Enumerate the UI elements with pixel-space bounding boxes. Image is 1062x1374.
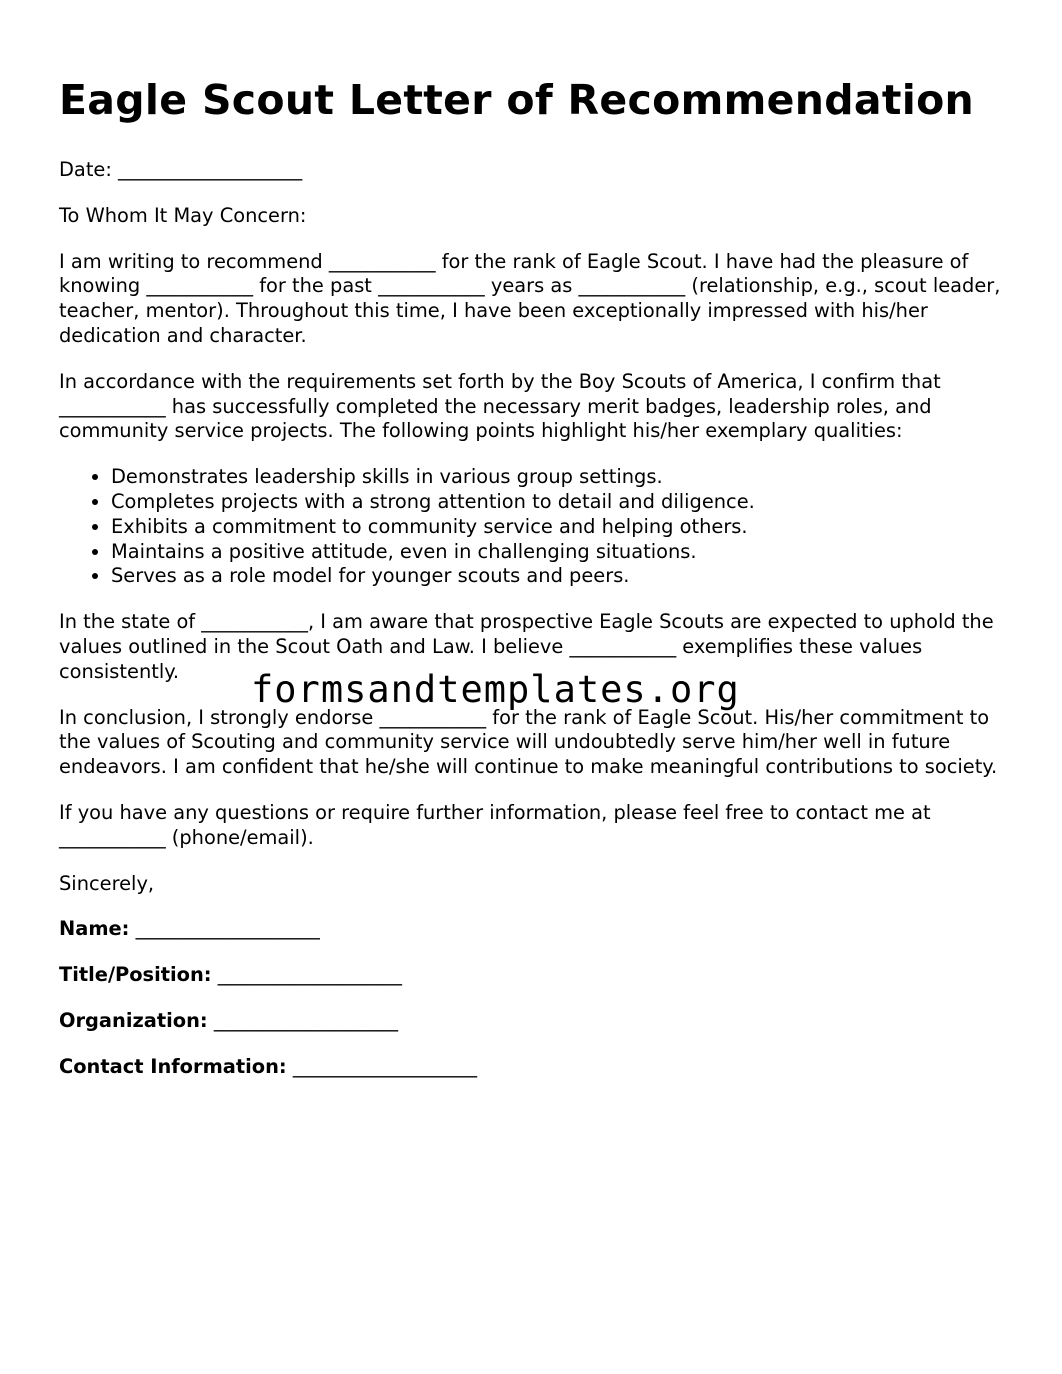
- title-position-blank: ___________________: [217, 963, 402, 987]
- qualities-list: [59, 465, 1019, 589]
- name-field: [59, 917, 1019, 942]
- conclusion-paragraph: In conclusion, I strongly endorse ___________ for the rank of Eagle Scout. His/her commitment to the values of Scouting and community service will undoubtedly serve him/her well in future endeavors. I am confident that he/she will continue to make meaningful contributions to society.: [59, 705, 998, 779]
- list-item: • Completes projects with a strong attention to detail and diligence.: [111, 490, 1019, 515]
- contact-paragraph: If you have any questions or require further information, please feel free to contact me at ___________ (phone/email).: [59, 800, 931, 849]
- name-label: Name:: [59, 917, 130, 941]
- title-position-field: [59, 963, 1019, 988]
- salutation: To Whom It May Concern:: [59, 203, 307, 227]
- list-item: • Serves as a role model for younger scouts and peers.: [111, 564, 1019, 589]
- closing: Sincerely,: [59, 871, 155, 895]
- list-item: • Exhibits a commitment to community service and helping others.: [111, 515, 1019, 540]
- list-item: • Maintains a positive attitude, even in challenging situations.: [111, 540, 1019, 565]
- state-paragraph: In the state of ___________, I am aware that prospective Eagle Scouts are expected to uphold the values outlined in the Scout Oath and Law. I believe ___________ exemplifies these values consistently.: [59, 610, 994, 683]
- letter-page: [59, 72, 1019, 1101]
- list-item: • Demonstrates leadership skills in various group settings.: [111, 465, 1019, 490]
- title-position-label: Title/Position:: [59, 963, 212, 987]
- contact-information-field: [59, 1055, 1019, 1080]
- name-blank: ___________________: [135, 917, 320, 941]
- organization-label: Organization:: [59, 1008, 208, 1032]
- intro-paragraph: I am writing to recommend ___________ for the rank of Eagle Scout. I have had the pleasure of knowing ___________ for the past ___________ years as ___________ (relationship, e.g., scout leader, teacher, mentor). Throughout this time, I have been exceptionally impressed with his/her dedication and character.: [59, 249, 1001, 347]
- organization-field: [59, 1009, 1019, 1034]
- date-line: Date: ___________________: [59, 158, 303, 181]
- contact-information-label: Contact Information:: [59, 1054, 287, 1078]
- requirements-paragraph: In accordance with the requirements set forth by the Boy Scouts of America, I confirm that ___________ has successfully completed the necessary merit badges, leadership roles, and community service projects. The following points highlight his/her exemplary qualities:: [59, 369, 941, 443]
- organization-blank: ___________________: [213, 1008, 399, 1032]
- page-title: Eagle Scout Letter of Recommendation: [59, 76, 975, 124]
- watermark-text: formsandtemplates.org: [251, 668, 740, 711]
- contact-information-blank: ___________________: [292, 1054, 478, 1078]
